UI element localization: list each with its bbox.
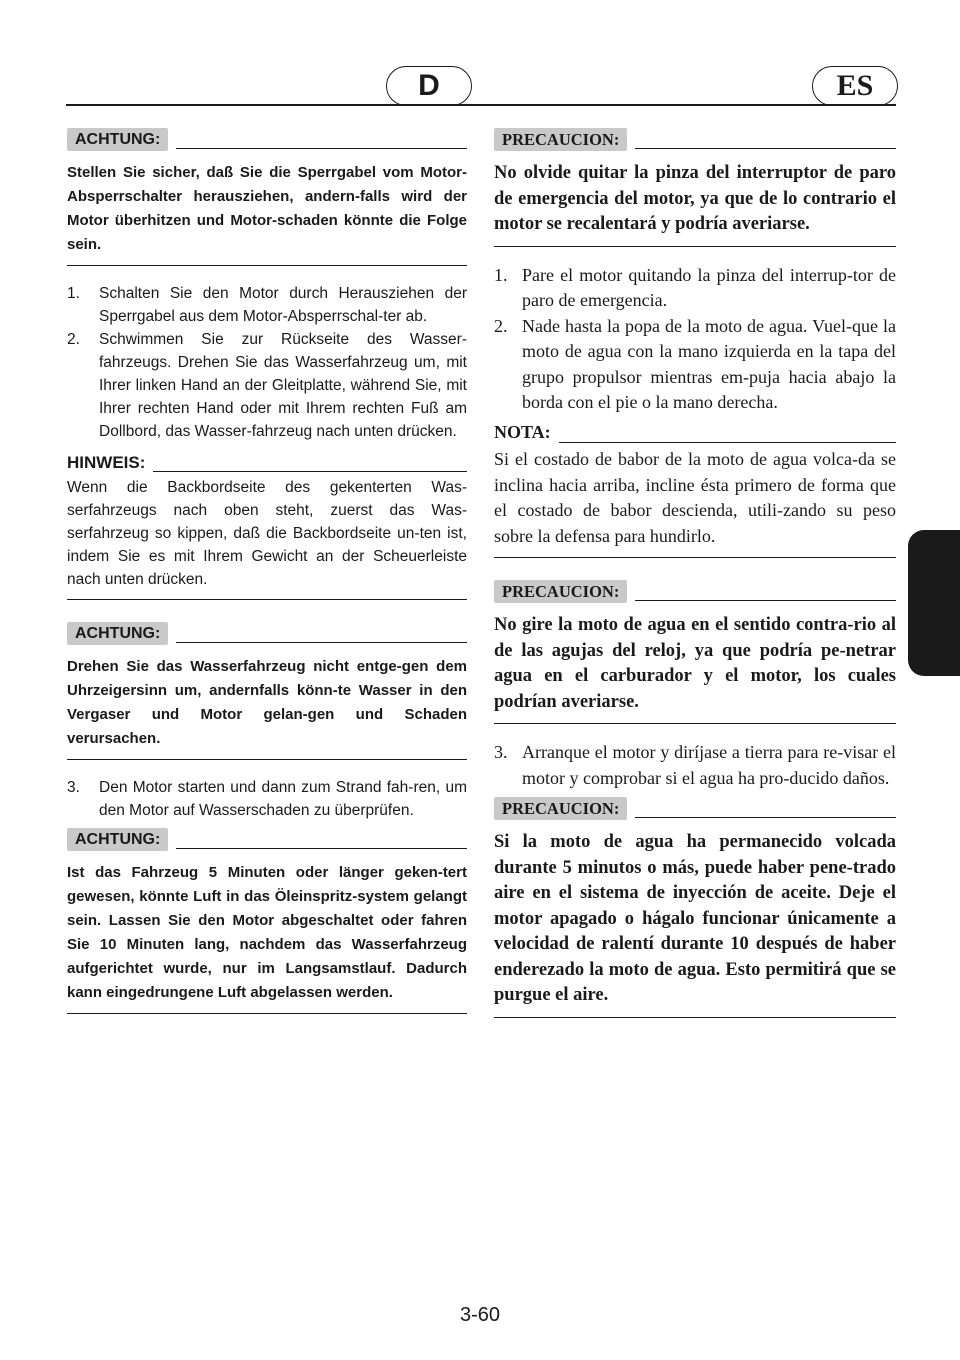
list-item: 3. Den Motor starten und dann zum Strand fah-ren, um den Motor auf Wasserschaden zu überprüfen.	[67, 779, 467, 819]
step-list	[494, 740, 896, 791]
page-number: 3-60	[459, 1304, 501, 1326]
caution-end-rule	[67, 1013, 467, 1014]
caution-text: Stellen Sie sicher, daß Sie die Sperrgabel vom Motor-Absperrschalter herausziehen, andern-falls wird der Motor überhitzen und Motor-schaden könnte die Folge sein.	[67, 164, 467, 253]
caution-text: Si la moto de agua ha permanecido volcada durante 5 minutos o más, puede haber pene-trado aire en el sistema de inyección de aceite. Deje el motor apagado o hágalo funcionar únicamente a velocidad de ralentí durante 10 después de haber enderezado la moto de agua. Esto permitirá que se purgue el aire.	[494, 832, 896, 1005]
caution-header	[494, 128, 896, 151]
step-list	[494, 263, 896, 416]
caution-end-rule	[67, 265, 467, 266]
caution-text: No olvide quitar la pinza del interruptor de paro de emergencia del motor, ya que de lo contrario el motor se recalentará y podría averiarse.	[494, 163, 896, 234]
note-label: NOTA:	[494, 421, 551, 442]
chapter-thumb-tab	[908, 530, 960, 676]
caution-header	[67, 622, 467, 645]
note-text: Wenn die Backbordseite des gekenterten Was-serfahrzeugs nach oben steht, zuerst das Was-serfahrzeug so kippen, daß die Backbordseite un-ten ist, indem Sie es mit Ihrem Gewicht an der Scheuerleiste nach unten drücken.	[67, 479, 467, 588]
spanish-column	[494, 122, 896, 1018]
header-rule	[66, 104, 896, 106]
caution-header	[494, 580, 896, 603]
caution-end-rule	[494, 723, 896, 724]
caution-end-rule	[494, 1017, 896, 1018]
note-text: Si el costado de babor de la moto de agua volca-da se inclina hacia arriba, incline ésta primero de forma que el costado de babor descienda, utili-zando su peso sobre la defensa para hundirlo.	[494, 449, 896, 546]
caution-end-rule	[494, 246, 896, 247]
list-item: 1. Schalten Sie den Motor durch Herausziehen der Sperrgabel aus dem Motor-Absperrschal-ter ab.	[67, 285, 467, 325]
caution-label: PRECAUCION:	[494, 580, 627, 603]
caution-text: Ist das Fahrzeug 5 Minuten oder länger geken-tert gewesen, könnte Luft in das Öleinspritz-system gelangt sein. Lassen Sie den Motor abgeschaltet oder fahren Sie 10 Minuten lang, nachdem das Wasserfahrzeug aufgerichtet wurde, nur im Langsamstlauf. Dadurch kann eingedrungene Luft abgelassen werden.	[67, 864, 467, 1001]
caution-label: PRECAUCION:	[494, 128, 627, 151]
caution-text: No gire la moto de agua en el sentido contra-rio al de las agujas del reloj, ya que podría pe-netrar agua en el carburador y el motor, los cuales podrían averiarse.	[494, 615, 896, 712]
step-list	[67, 776, 467, 822]
note-label: HINWEIS:	[67, 453, 146, 472]
caution-label: PRECAUCION:	[494, 797, 627, 820]
note-header	[494, 420, 896, 446]
caution-label: ACHTUNG:	[67, 828, 168, 851]
list-item: 3. Arranque el motor y diríjase a tierra para re-visar el motor y comprobar si el agua ha pro-ducido daños.	[494, 742, 896, 788]
list-item: 1. Pare el motor quitando la pinza del interrup-tor de paro de emergencia.	[494, 264, 896, 310]
caution-end-rule	[67, 759, 467, 760]
step-list	[67, 282, 467, 443]
caution-header	[67, 128, 467, 151]
caution-header	[67, 828, 467, 851]
caution-label: ACHTUNG:	[67, 128, 168, 151]
language-tab-spanish: ES	[812, 66, 898, 106]
caution-label: ACHTUNG:	[67, 622, 168, 645]
caution-text: Drehen Sie das Wasserfahrzeug nicht entge-gen dem Uhrzeigersinn um, andernfalls könn-te Wasser in den Vergaser und Motor gelan-gen und Schaden verursachen.	[67, 658, 467, 747]
german-column	[67, 122, 467, 1014]
list-item: 2. Nade hasta la popa de la moto de agua. Vuel-que la moto de agua con la mano izquierda en la tapa del grupo propulsor mientras em-puja hacia abajo la borda con el pie o la mano derecha.	[494, 315, 896, 412]
caution-header	[494, 797, 896, 820]
note-header	[67, 451, 467, 474]
list-item: 2. Schwimmen Sie zur Rückseite des Wasser-fahrzeugs. Drehen Sie das Wasserfahrzeug um, mit Ihrer linken Hand an der Gleitplatte, während Sie, mit Ihrer rechten Hand oder mit Ihrem rechten Fuß am Dollbord, das Wasser-fahrzeug nach unten drücken.	[67, 331, 467, 440]
language-tab-german: D	[386, 66, 472, 106]
